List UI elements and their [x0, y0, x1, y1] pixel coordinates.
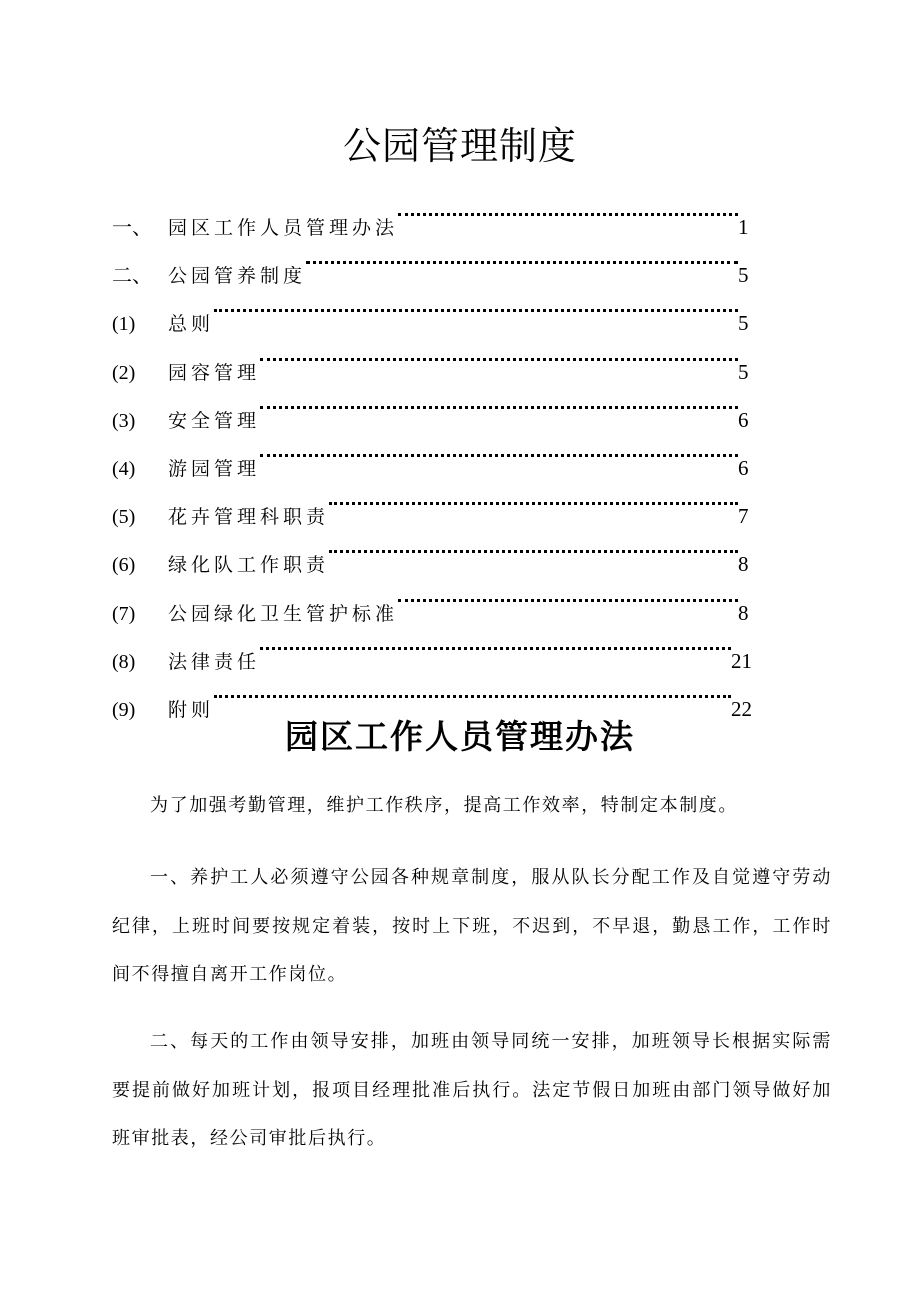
body-paragraph: 二、每天的工作由领导安排，加班由领导同统一安排，加班领导长根据实际需要提前做好加班计划，报项目经理批准后执行。法定节假日加班由部门领导做好加班审批表，经公司审批后执行。	[112, 1031, 832, 1149]
intro-paragraph: 为了加强考勤管理，维护工作秩序，提高工作效率，特制定本制度。	[150, 795, 738, 816]
toc-entry-label: 安全管理	[168, 409, 261, 432]
table-of-contents	[112, 186, 752, 721]
toc-entry-page: 8	[738, 600, 749, 625]
toc-dot-leader	[260, 620, 731, 668]
toc-entry-label: 总则	[168, 313, 215, 336]
toc-entry-label: 花卉管理科职责	[168, 506, 330, 529]
toc-entry-page: 5	[738, 359, 749, 384]
toc-dot-leader	[260, 427, 738, 475]
section-title: 园区工作人员管理办法	[285, 717, 635, 756]
toc-dot-leader	[306, 234, 738, 282]
document-title: 公园管理制度	[342, 124, 577, 168]
toc-entry-label: 公园绿化卫生管护标准	[168, 602, 399, 625]
toc-dot-leader	[260, 379, 738, 427]
toc-entry-label: 园区工作人员管理办法	[168, 217, 399, 239]
toc-entry-label: 绿化队工作职责	[168, 554, 330, 577]
toc-dot-leader	[398, 572, 738, 620]
toc-entry-page: 5	[738, 311, 749, 336]
toc-entry-number: (5)	[112, 506, 136, 529]
toc-entry-page: 8	[738, 552, 749, 577]
toc-entry-page: 6	[738, 455, 749, 480]
toc-entry[interactable]	[112, 186, 752, 239]
toc-entry-number: 二、	[112, 265, 152, 288]
toc-entry-label: 法律责任	[168, 650, 261, 673]
toc-dot-leader	[214, 282, 738, 330]
toc-dot-leader	[214, 668, 731, 716]
toc-entry-number: (7)	[112, 602, 136, 625]
toc-entry-label: 园容管理	[168, 361, 261, 384]
toc-dot-leader	[398, 186, 738, 234]
toc-entry-number: (6)	[112, 554, 136, 577]
toc-entry-label: 公园管养制度	[168, 265, 307, 288]
toc-entry-page: 7	[738, 504, 749, 529]
toc-entry-number: (1)	[112, 313, 136, 336]
toc-entry-page: 22	[731, 696, 752, 721]
toc-entry-number: (2)	[112, 361, 136, 384]
toc-entry-page: 6	[738, 407, 749, 432]
body-paragraph: 一、养护工人必须遵守公园各种规章制度，服从队长分配工作及自觉遵守劳动纪律，上班时间要按规定着装，按时上下班，不迟到，不早退，勤恳工作，工作时间不得擅自离开工作岗位。	[112, 867, 832, 985]
toc-entry-label: 附则	[168, 698, 215, 721]
toc-dot-leader	[260, 331, 738, 379]
toc-entry-label: 游园管理	[168, 457, 261, 480]
toc-entry-page: 1	[738, 215, 749, 239]
toc-entry-page: 21	[731, 648, 752, 673]
toc-entry-number: (3)	[112, 409, 136, 432]
toc-entry-number: (4)	[112, 457, 136, 480]
toc-dot-leader	[329, 523, 738, 571]
toc-entry-number: (9)	[112, 698, 136, 721]
toc-dot-leader	[329, 475, 738, 523]
toc-entry-number: (8)	[112, 650, 136, 673]
toc-entry-page: 5	[738, 263, 749, 288]
toc-entry-number: 一、	[112, 217, 152, 239]
